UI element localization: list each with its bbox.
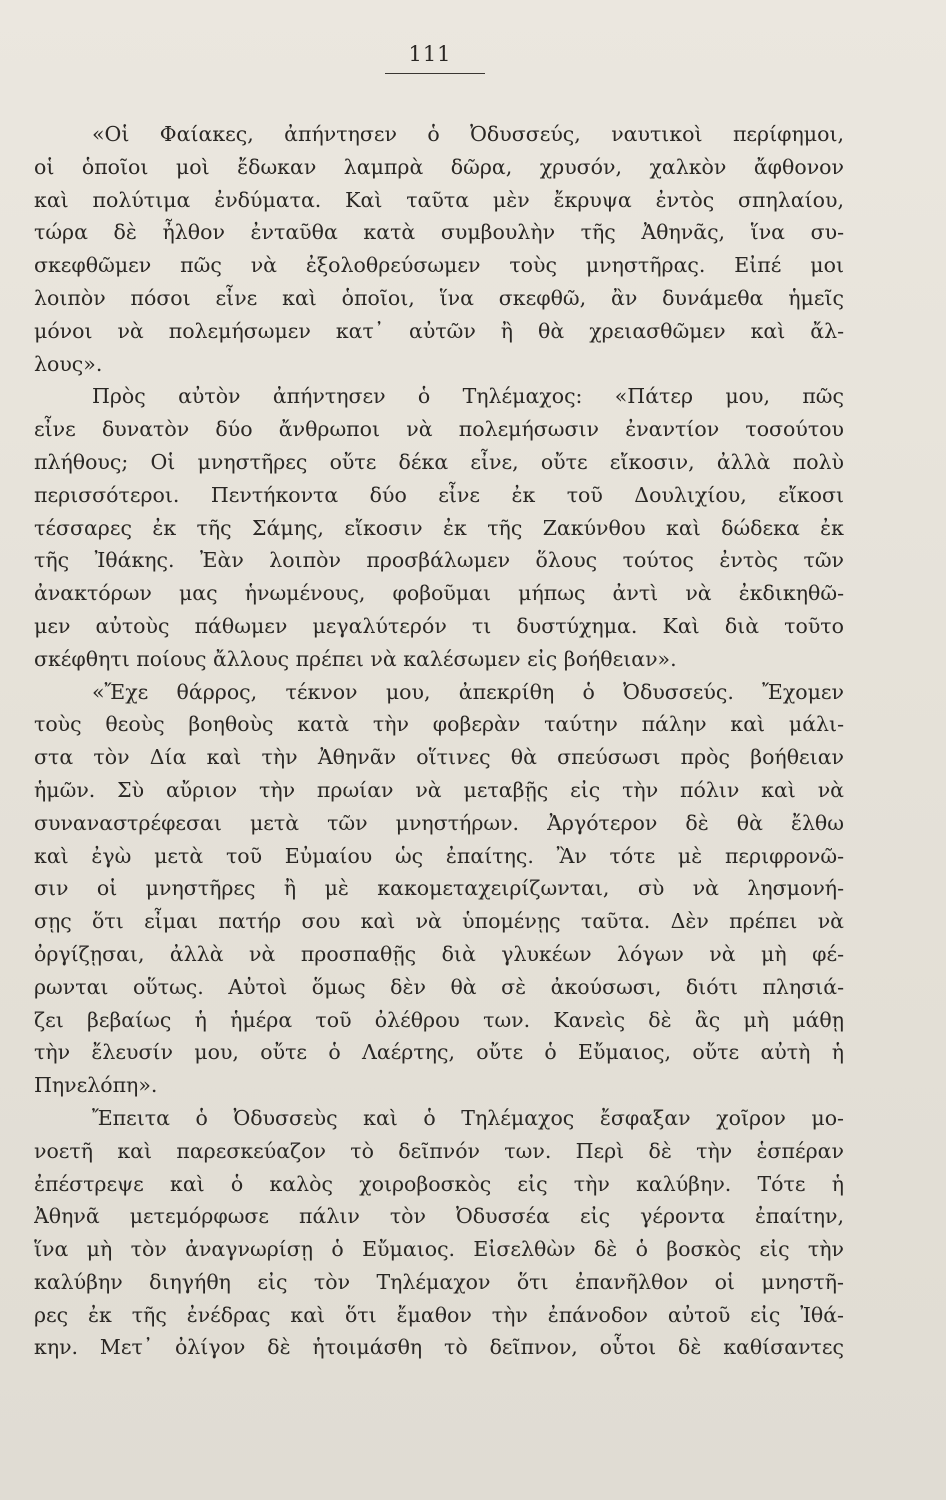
text-line: καὶ πολύτιμα ἐνδύματα. Καὶ ταῦτα μὲν ἔκρυψα ἐντὸς σπηλαίου,: [34, 187, 844, 212]
text-line: εἶνε δυνατὸν δύο ἄνθρωποι νὰ πολεμήσωσιν ἐναντίον τοσούτου: [34, 417, 844, 442]
text-line: λους».: [34, 351, 103, 376]
text-line: στα τὸν Δία καὶ τὴν Ἀθηνᾶν οἵτινες θὰ σπεύσωσι πρὸς βοήθειαν: [34, 745, 844, 770]
text-line: Πηνελόπη».: [34, 1073, 158, 1098]
text-line: σκεφθῶμεν πῶς νὰ ἐξολοθρεύσωμεν τοὺς μνηστῆρας. Εἰπέ μοι: [34, 253, 844, 278]
page-number: 111: [408, 42, 452, 66]
text-line: νοετῆ καὶ παρεσκεύαζον τὸ δεῖπνόν των. Περὶ δὲ τὴν ἑσπέραν: [34, 1138, 844, 1163]
text-line: πλήθους; Οἱ μνηστῆρες οὔτε δέκα εἶνε, οὔτε εἴκοσιν, ἀλλὰ πολὺ: [34, 449, 844, 474]
text-line: τὴν ἔλευσίν μου, οὔτε ὁ Λαέρτης, οὔτε ὁ Εὔμαιος, οὔτε αὐτὴ ἡ: [34, 1040, 844, 1065]
text-line: λοιπὸν πόσοι εἶνε καὶ ὁποῖοι, ἵνα σκεφθῶ, ἂν δυνάμεθα ἡμεῖς: [34, 285, 844, 310]
text-line: σῃς ὅτι εἶμαι πατήρ σου καὶ νὰ ὑπομένῃς ταῦτα. Δὲν πρέπει νὰ: [34, 909, 844, 934]
text-line: «Ἔχε θάρρος, τέκνον μου, ἀπεκρίθη ὁ Ὀδυσσεύς. Ἔχομεν: [92, 679, 844, 704]
text-line: Ἀθηνᾶ μετεμόρφωσε πάλιν τὸν Ὀδυσσέα εἰς γέροντα ἐπαίτην,: [34, 1204, 844, 1229]
text-line: τέσσαρες ἐκ τῆς Σάμης, εἴκοσιν ἐκ τῆς Ζακύνθου καὶ δώδεκα ἐκ: [34, 515, 844, 540]
text-line: Ἔπειτα ὁ Ὀδυσσεὺς καὶ ὁ Τηλέμαχος ἔσφαξαν χοῖρον μο-: [92, 1105, 844, 1130]
text-line: ἵνα μὴ τὸν ἀναγνωρίσῃ ὁ Εὔμαιος. Εἰσελθὼν δὲ ὁ βοσκὸς εἰς τὴν: [34, 1237, 844, 1262]
text-line: τώρα δὲ ἦλθον ἐνταῦθα κατὰ συμβουλὴν τῆς Ἀθηνᾶς, ἵνα συ-: [34, 220, 844, 245]
text-line: σκέφθητι ποίους ἄλλους πρέπει νὰ καλέσωμεν εἰς βοήθειαν».: [34, 646, 677, 671]
text-line: ἀνακτόρων μας ἡνωμένους, φοβοῦμαι μήπως ἀντὶ νὰ ἐκδικηθῶ-: [34, 581, 844, 606]
text-line: «Οἱ Φαίακες, ἀπήντησεν ὁ Ὀδυσσεύς, ναυτικοὶ περίφημοι,: [92, 122, 844, 146]
text-line: μόνοι νὰ πολεμήσωμεν κατ᾽ αὐτῶν ἢ θὰ χρειασθῶμεν καὶ ἄλ-: [34, 318, 844, 343]
text-line: ρωνται οὕτως. Αὐτοὶ ὅμως δὲν θὰ σὲ ἀκούσωσι, διότι πλησιά-: [34, 974, 844, 999]
text-line: σιν οἱ μνηστῆρες ἢ μὲ κακομεταχειρίζωνται, σὺ νὰ λησμονή-: [34, 876, 844, 901]
text-line: καὶ ἐγὼ μετὰ τοῦ Εὐμαίου ὡς ἐπαίτης. Ἂν τότε μὲ περιφρονῶ-: [34, 843, 844, 868]
text-line: ἡμῶν. Σὺ αὔριον τὴν πρωίαν νὰ μεταβῇς εἰς τὴν πόλιν καὶ νὰ: [34, 777, 844, 802]
text-line: κην. Μετ᾽ ὀλίγον δὲ ἡτοιμάσθη τὸ δεῖπνον, οὗτοι δὲ καθίσαντες: [34, 1335, 844, 1360]
text-line: ἐπέστρεψε καὶ ὁ καλὸς χοιροβοσκὸς εἰς τὴν καλύβην. Τότε ἡ: [34, 1171, 844, 1196]
text-line: καλύβην διηγήθη εἰς τὸν Τηλέμαχον ὅτι ἐπανῆλθον οἱ μνηστῆ-: [34, 1269, 844, 1294]
page-number-rule: [385, 73, 485, 74]
text-line: ζει βεβαίως ἡ ἡμέρα τοῦ ὀλέθρου των. Κανεὶς δὲ ἂς μὴ μάθῃ: [34, 1007, 844, 1032]
text-line: τοὺς θεοὺς βοηθοὺς κατὰ τὴν φοβερὰν ταύτην πάλην καὶ μάλι-: [34, 712, 844, 737]
text-line: οἱ ὁποῖοι μοὶ ἔδωκαν λαμπρὰ δῶρα, χρυσόν, χαλκὸν ἄφθονον: [34, 154, 844, 179]
text-line: ρες ἐκ τῆς ἐνέδρας καὶ ὅτι ἔμαθον τὴν ἐπάνοδον αὐτοῦ εἰς Ἰθά-: [34, 1302, 844, 1327]
text-line: συναναστρέφεσαι μετὰ τῶν μνηστήρων. Ἀργότερον δὲ θὰ ἔλθω: [34, 810, 844, 835]
body-text: [34, 118, 844, 1364]
text-line: Πρὸς αὐτὸν ἀπήντησεν ὁ Τηλέμαχος: «Πάτερ μου, πῶς: [92, 384, 844, 409]
text-line: ὀργίζῃσαι, ἀλλὰ νὰ προσπαθῇς διὰ γλυκέων λόγων νὰ μὴ φέ-: [34, 941, 844, 966]
text-line: μεν αὐτοὺς πάθωμεν μεγαλύτερόν τι δυστύχημα. Καὶ διὰ τοῦτο: [34, 613, 844, 638]
text-line: τῆς Ἰθάκης. Ἐὰν λοιπὸν προσβάλωμεν ὅλους τούτος ἐντὸς τῶν: [34, 548, 844, 573]
text-line: περισσότεροι. Πεντήκοντα δύο εἶνε ἐκ τοῦ Δουλιχίου, εἴκοσι: [34, 482, 844, 507]
